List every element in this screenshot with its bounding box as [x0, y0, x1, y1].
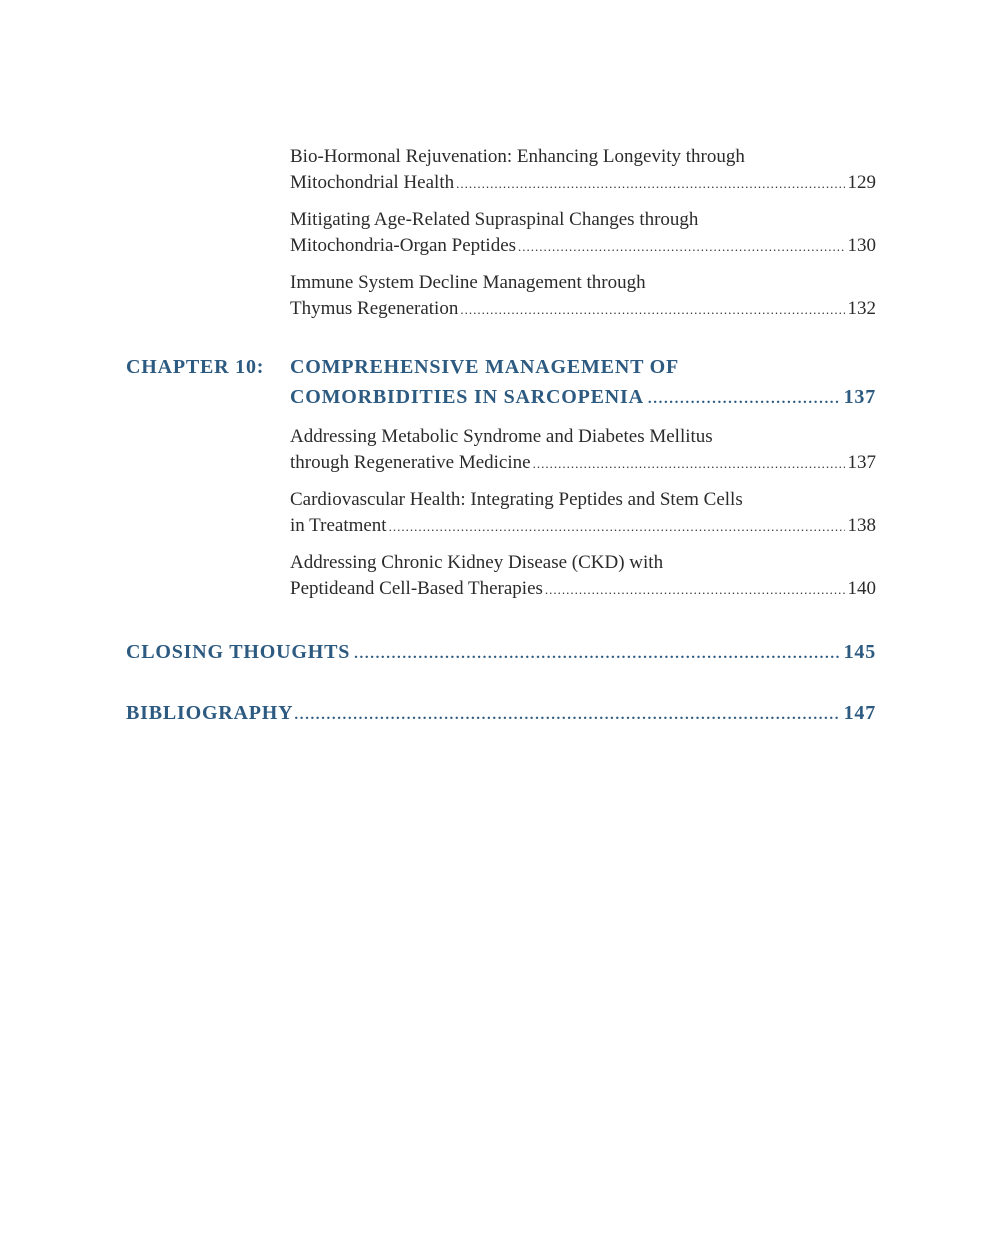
dot-leader — [533, 451, 845, 477]
chapter-page: 137 — [843, 386, 876, 408]
toc-entry-title-line2: through Regenerative Medicine — [290, 452, 531, 473]
toc-entry-page: 140 — [847, 578, 876, 599]
dot-leader — [518, 234, 844, 260]
dot-leader — [389, 514, 845, 540]
toc-entry-title-line1: Cardiovascular Health: Integrating Peptides and Stem Cells — [290, 489, 743, 510]
toc-entry[interactable] — [290, 207, 876, 260]
toc-entry-title-line2-row — [290, 450, 876, 477]
toc-entry-title-line2-row — [290, 576, 876, 603]
toc-closing-thoughts[interactable] — [126, 637, 876, 669]
toc-entry[interactable] — [290, 487, 876, 540]
dot-leader — [648, 384, 840, 414]
toc-entry-title-line2: Thymus Regeneration — [290, 298, 459, 319]
toc-entry-title-line1: Mitigating Age-Related Supraspinal Changes through — [290, 209, 699, 230]
chapter-title[interactable] — [290, 352, 876, 414]
toc-entry-title-line2: in Treatment — [290, 515, 387, 536]
chapter-label: CHAPTER 10: — [126, 356, 265, 378]
toc-entry-title-line2-row — [290, 170, 876, 197]
toc-entry[interactable] — [290, 550, 876, 603]
chapter-title-line2-row — [290, 382, 876, 414]
chapter-title-line2: COMORBIDITIES IN SARCOPENIA — [290, 386, 644, 408]
toc-entry-title-line2: Mitochondrial Health — [290, 172, 455, 193]
toc-entry-page: 130 — [847, 235, 876, 256]
toc-entry-page: 138 — [847, 515, 876, 536]
toc-entry-title-line2: Peptideand Cell-Based Therapies — [290, 578, 543, 599]
toc-entry-page: 132 — [847, 298, 876, 319]
toc-entry-title-line2-row — [290, 513, 876, 540]
bibliography-label: BIBLIOGRAPHY — [126, 702, 294, 724]
toc-entry-title-line1: Addressing Metabolic Syndrome and Diabetes Mellitus — [290, 426, 713, 447]
toc-entry-title-line2: Mitochondria-Organ Peptides — [290, 235, 517, 256]
toc-entry[interactable] — [290, 144, 876, 197]
toc-entry-page: 129 — [847, 172, 876, 193]
dot-leader — [294, 700, 839, 730]
toc-entry[interactable] — [290, 424, 876, 477]
dot-leader — [545, 577, 845, 603]
toc-entry-title-line2-row — [290, 233, 876, 260]
dot-leader — [456, 171, 844, 197]
toc-entry-page: 137 — [847, 452, 876, 473]
toc-entry-title-line1: Addressing Chronic Kidney Disease (CKD) with — [290, 552, 664, 573]
dot-leader — [460, 297, 844, 323]
closing-label: CLOSING THOUGHTS — [126, 641, 351, 663]
toc-entry[interactable] — [290, 270, 876, 323]
bibliography-page: 147 — [843, 702, 876, 724]
toc-entry-title-line1: Bio-Hormonal Rejuvenation: Enhancing Longevity through — [290, 146, 745, 167]
toc-entry-title-line2-row — [290, 296, 876, 323]
toc-entry-title-line1: Immune System Decline Management through — [290, 272, 646, 293]
chapter-title-line1: COMPREHENSIVE MANAGEMENT OF — [290, 356, 680, 378]
closing-page: 145 — [843, 641, 876, 663]
dot-leader — [354, 639, 839, 669]
toc-bibliography[interactable] — [126, 698, 876, 730]
